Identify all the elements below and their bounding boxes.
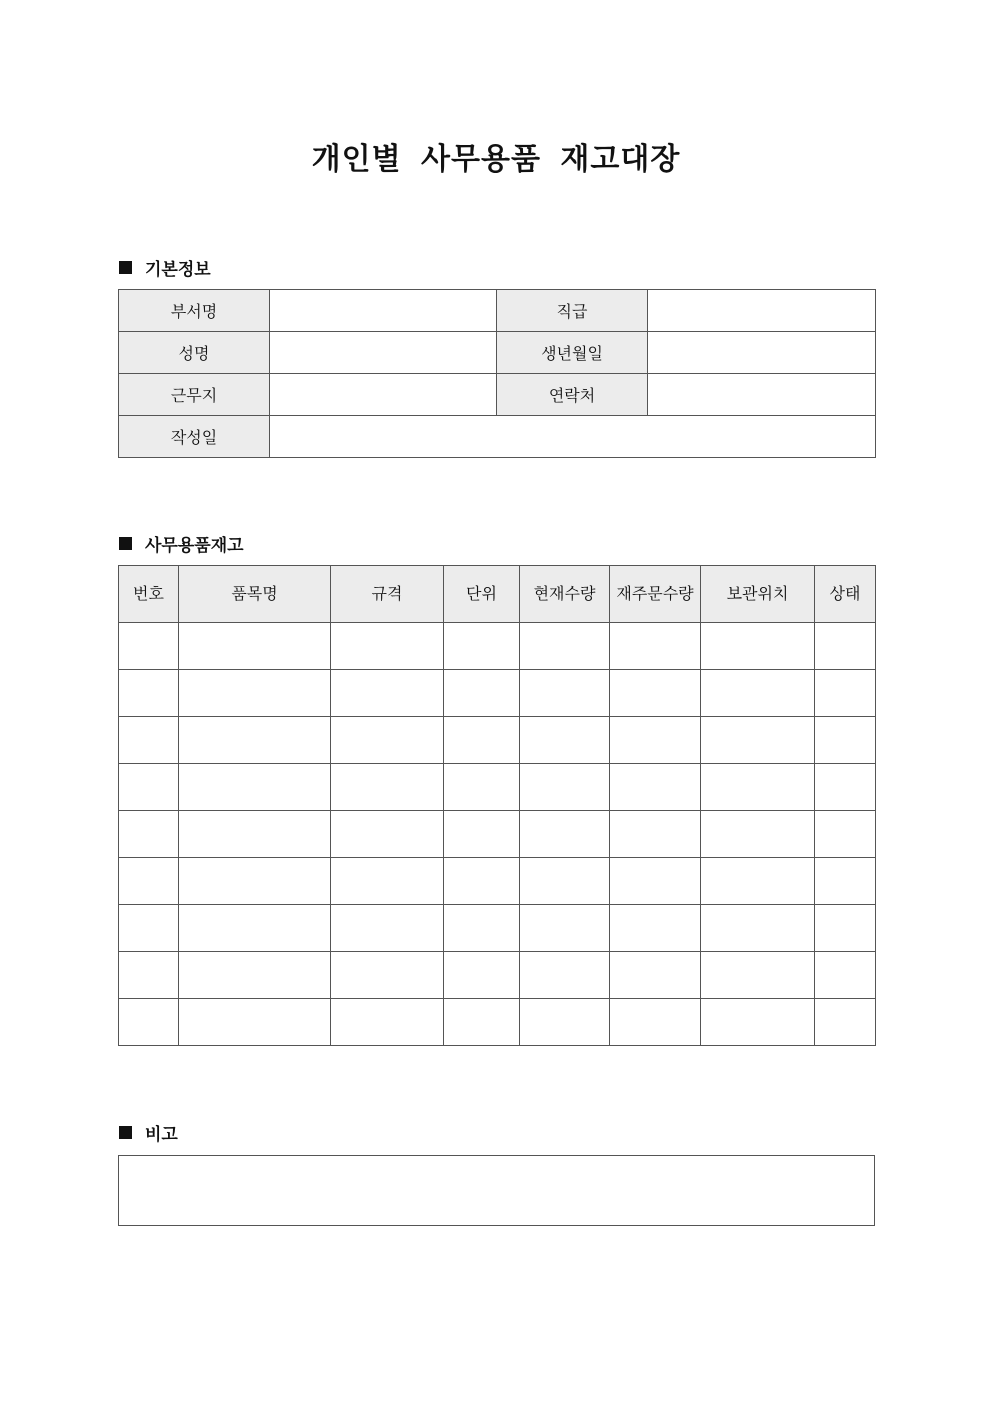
table-cell[interactable] [444,905,520,952]
table-row [119,811,876,858]
table-cell[interactable] [444,811,520,858]
table-cell[interactable] [610,952,701,999]
table-cell[interactable] [701,670,815,717]
birthdate-label: 생년월일 [497,332,648,374]
table-cell[interactable] [610,717,701,764]
table-cell[interactable] [701,623,815,670]
table-row [119,905,876,952]
table-row [119,670,876,717]
inventory-table [118,565,876,1046]
table-cell[interactable] [179,717,331,764]
table-cell[interactable] [179,905,331,952]
inventory-rows [119,623,876,1046]
table-cell[interactable] [815,999,876,1046]
table-cell[interactable] [179,670,331,717]
table-cell[interactable] [179,764,331,811]
table-cell[interactable] [331,717,444,764]
table-cell[interactable] [119,905,179,952]
table-cell[interactable] [179,623,331,670]
table-cell[interactable] [520,717,610,764]
table-row [119,764,876,811]
square-bullet-icon [119,261,132,274]
table-cell[interactable] [331,670,444,717]
column-header-status: 상태 [815,566,876,623]
basic-info-heading [119,255,211,280]
table-cell[interactable] [119,858,179,905]
workplace-field[interactable] [270,374,497,416]
department-label: 부서명 [119,290,270,332]
table-cell[interactable] [331,764,444,811]
column-header-number: 번호 [119,566,179,623]
table-cell[interactable] [119,670,179,717]
workplace-label: 근무지 [119,374,270,416]
table-cell[interactable] [701,764,815,811]
table-cell[interactable] [444,670,520,717]
table-row [119,717,876,764]
date-written-label: 작성일 [119,416,270,458]
table-cell[interactable] [119,623,179,670]
table-cell[interactable] [815,670,876,717]
remarks-heading [119,1120,178,1145]
basic-info-heading-text: 기본정보 [145,260,211,280]
table-row [119,858,876,905]
contact-label: 연락처 [497,374,648,416]
position-label: 직급 [497,290,648,332]
table-cell[interactable] [610,623,701,670]
table-cell[interactable] [520,858,610,905]
table-cell[interactable] [444,999,520,1046]
column-header-item-name: 품목명 [179,566,331,623]
column-header-unit: 단위 [444,566,520,623]
name-field[interactable] [270,332,497,374]
birthdate-field[interactable] [648,332,876,374]
table-cell[interactable] [701,905,815,952]
remarks-heading-text: 비고 [145,1125,178,1145]
column-header-location: 보관위치 [701,566,815,623]
table-cell[interactable] [119,764,179,811]
table-cell[interactable] [701,999,815,1046]
square-bullet-icon [119,537,132,550]
column-header-current-qty: 현재수량 [520,566,610,623]
table-cell[interactable] [610,905,701,952]
table-cell[interactable] [520,952,610,999]
table-cell[interactable] [331,623,444,670]
table-cell[interactable] [119,952,179,999]
name-label: 성명 [119,332,270,374]
department-field[interactable] [270,290,497,332]
remarks-box[interactable] [118,1155,875,1226]
basic-info-table [118,289,876,458]
table-cell[interactable] [815,717,876,764]
table-cell[interactable] [701,811,815,858]
table-cell[interactable] [815,811,876,858]
table-cell[interactable] [331,999,444,1046]
table-cell[interactable] [444,623,520,670]
column-header-spec: 규격 [331,566,444,623]
table-cell[interactable] [815,764,876,811]
table-cell[interactable] [815,905,876,952]
table-cell[interactable] [179,952,331,999]
table-cell[interactable] [701,952,815,999]
table-cell[interactable] [520,811,610,858]
table-cell[interactable] [444,764,520,811]
table-cell[interactable] [815,623,876,670]
table-cell[interactable] [331,905,444,952]
table-cell[interactable] [815,952,876,999]
table-cell[interactable] [444,952,520,999]
table-cell[interactable] [179,858,331,905]
table-cell[interactable] [444,717,520,764]
table-row [119,952,876,999]
table-cell[interactable] [119,811,179,858]
column-header-reorder-qty: 재주문수량 [610,566,701,623]
table-cell[interactable] [520,623,610,670]
table-cell[interactable] [610,670,701,717]
table-cell[interactable] [610,811,701,858]
position-field[interactable] [648,290,876,332]
table-cell[interactable] [520,764,610,811]
table-cell[interactable] [331,952,444,999]
page-title: 개인별 사무용품 재고대장 [311,142,681,177]
table-cell[interactable] [331,811,444,858]
table-cell[interactable] [701,858,815,905]
table-row [119,999,876,1046]
contact-field[interactable] [648,374,876,416]
table-cell[interactable] [815,858,876,905]
table-cell[interactable] [701,717,815,764]
table-cell[interactable] [179,999,331,1046]
table-cell[interactable] [331,858,444,905]
table-cell[interactable] [179,811,331,858]
inventory-heading-text: 사무용품재고 [145,536,244,556]
table-cell[interactable] [119,717,179,764]
date-written-field[interactable] [270,416,876,458]
table-cell[interactable] [520,905,610,952]
table-cell[interactable] [610,999,701,1046]
inventory-heading [119,531,244,556]
table-cell[interactable] [520,999,610,1046]
square-bullet-icon [119,1126,132,1139]
table-cell[interactable] [610,858,701,905]
table-cell[interactable] [444,858,520,905]
table-cell[interactable] [520,670,610,717]
table-cell[interactable] [119,999,179,1046]
table-cell[interactable] [610,764,701,811]
table-row [119,623,876,670]
